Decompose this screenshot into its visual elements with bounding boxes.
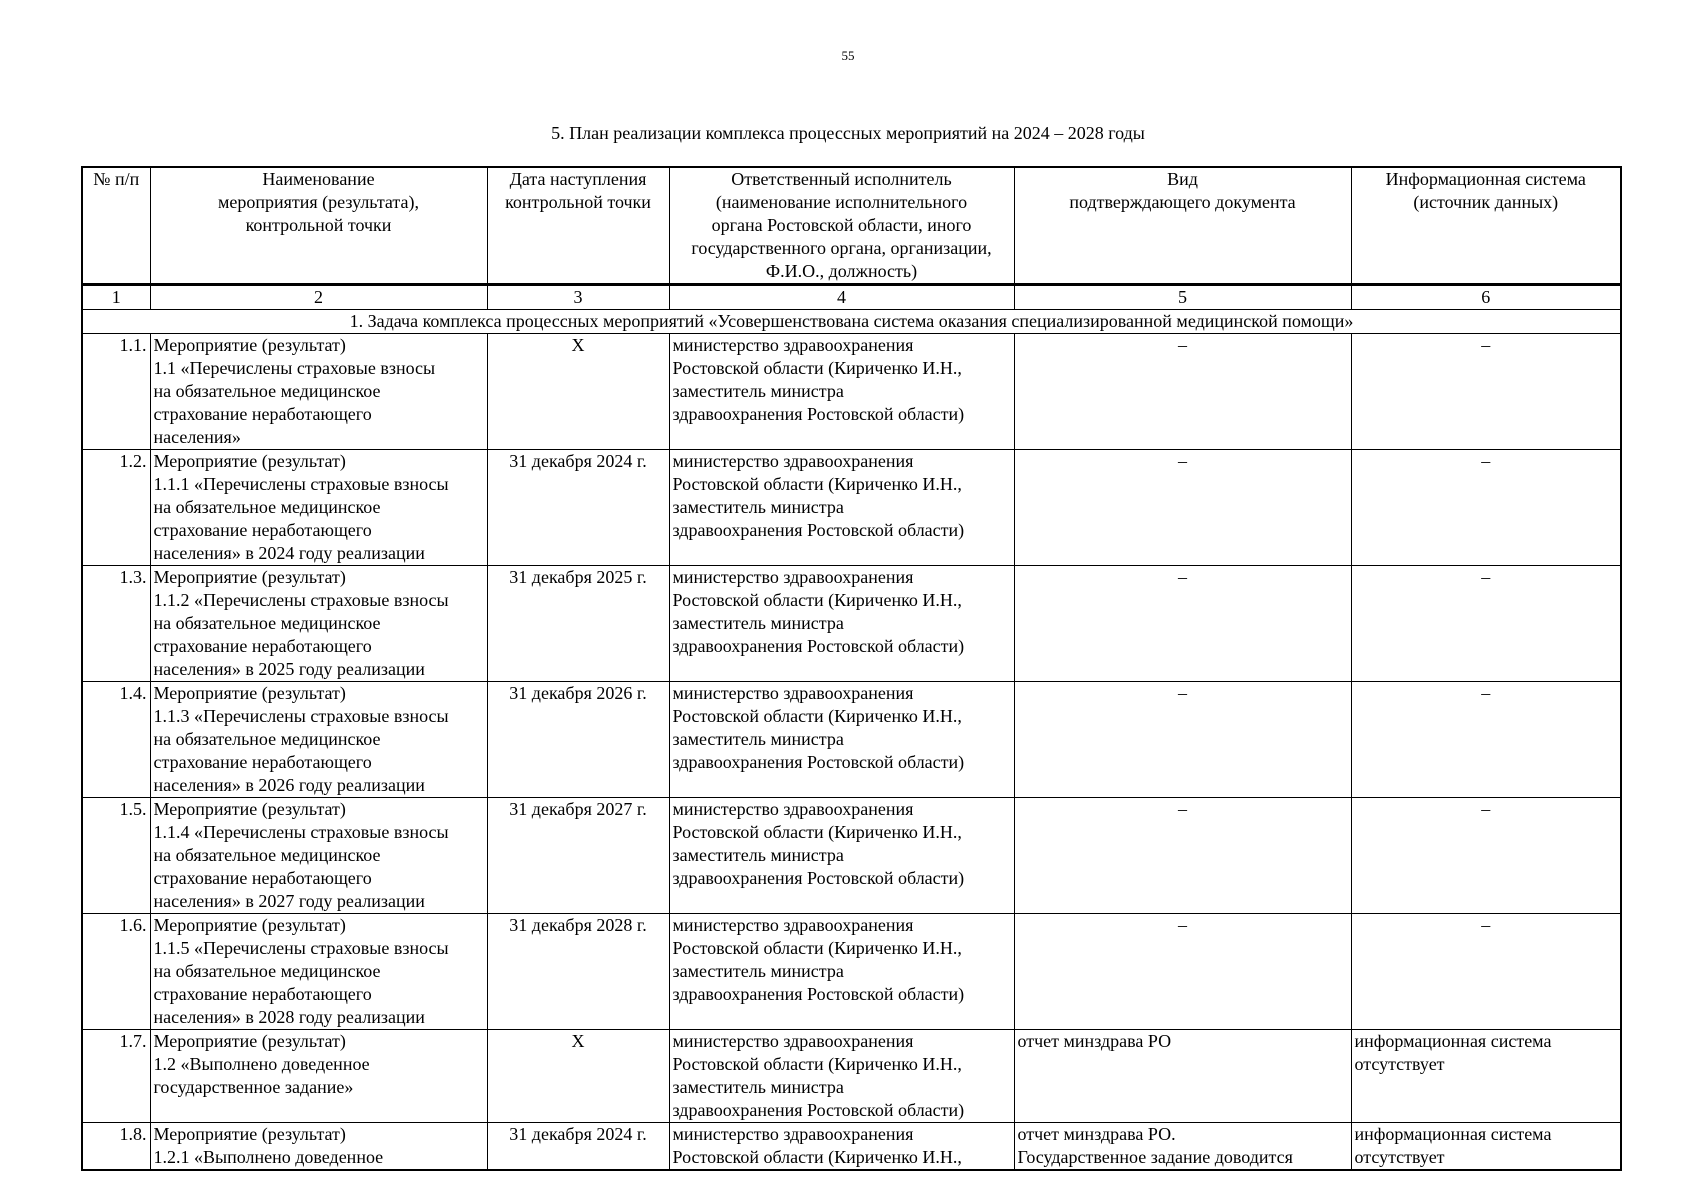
table-row <box>82 566 1621 682</box>
row-date: 31 декабря 2025 г. <box>487 566 669 682</box>
row-name: Мероприятие (результат) 1.1.4 «Перечислены страховые взносы на обязательное медицинское страхование неработающего населения» в 2027 году реализации <box>150 798 487 914</box>
row-responsible: министерство здравоохранения Ростовской области (Кириченко И.Н., заместитель министра здравоохранения Ростовской области) <box>669 566 1014 682</box>
page-number: 55 <box>841 48 855 63</box>
header-responsible: Ответственный исполнитель (наименование исполнительного органа Ростовской области, иного государственного органа, организации, Ф.И.О., должность) <box>669 167 1014 285</box>
table-row <box>82 1123 1621 1171</box>
table-header-row <box>82 167 1621 285</box>
row-system: – <box>1351 798 1621 914</box>
row-name: Мероприятие (результат) 1.1.3 «Перечислены страховые взносы на обязательное медицинское страхование неработающего населения» в 2026 году реализации <box>150 682 487 798</box>
row-date: 31 декабря 2027 г. <box>487 798 669 914</box>
table-row <box>82 1030 1621 1123</box>
column-number: 1 <box>82 285 150 310</box>
column-numbers-row <box>82 285 1621 310</box>
row-responsible: министерство здравоохранения Ростовской области (Кириченко И.Н., заместитель министра здравоохранения Ростовской области) <box>669 450 1014 566</box>
row-document: – <box>1014 682 1351 798</box>
row-name: Мероприятие (результат) 1.1 «Перечислены страховые взносы на обязательное медицинское страхование неработающего населения» <box>150 334 487 450</box>
row-date: Х <box>487 334 669 450</box>
row-responsible: министерство здравоохранения Ростовской области (Кириченко И.Н., заместитель министра здравоохранения Ростовской области) <box>669 682 1014 798</box>
header-name: Наименование мероприятия (результата), контрольной точки <box>150 167 487 285</box>
row-responsible: министерство здравоохранения Ростовской области (Кириченко И.Н., заместитель министра здравоохранения Ростовской области) <box>669 1030 1014 1123</box>
section-title: 5. План реализации комплекса процессных мероприятий на 2024 – 2028 годы <box>551 123 1145 143</box>
table-row <box>82 682 1621 798</box>
row-date: 31 декабря 2024 г. <box>487 450 669 566</box>
column-number: 2 <box>150 285 487 310</box>
row-responsible: министерство здравоохранения Ростовской области (Кириченко И.Н., заместитель министра здравоохранения Ростовской области) <box>669 334 1014 450</box>
table-row <box>82 798 1621 914</box>
row-responsible: министерство здравоохранения Ростовской области (Кириченко И.Н., <box>669 1123 1014 1171</box>
row-document: отчет минздрава РО <box>1014 1030 1351 1123</box>
row-system: – <box>1351 334 1621 450</box>
row-system: информационная система отсутствует <box>1351 1030 1621 1123</box>
row-document: – <box>1014 914 1351 1030</box>
task-title: 1. Задача комплекса процессных мероприятий «Усовершенствована система оказания специализированной медицинской помощи» <box>82 310 1621 334</box>
row-document: – <box>1014 334 1351 450</box>
column-number: 6 <box>1351 285 1621 310</box>
row-system: – <box>1351 914 1621 1030</box>
header-document: Вид подтверждающего документа <box>1014 167 1351 285</box>
row-date: 31 декабря 2026 г. <box>487 682 669 798</box>
row-number: 1.7. <box>82 1030 150 1123</box>
row-date: Х <box>487 1030 669 1123</box>
row-number: 1.2. <box>82 450 150 566</box>
row-name: Мероприятие (результат) 1.1.5 «Перечислены страховые взносы на обязательное медицинское страхование неработающего населения» в 2028 году реализации <box>150 914 487 1030</box>
row-number: 1.1. <box>82 334 150 450</box>
table-row <box>82 334 1621 450</box>
row-name: Мероприятие (результат) 1.1.2 «Перечислены страховые взносы на обязательное медицинское страхование неработающего населения» в 2025 году реализации <box>150 566 487 682</box>
header-number: № п/п <box>82 167 150 285</box>
row-system: – <box>1351 450 1621 566</box>
table-row <box>82 450 1621 566</box>
header-system: Информационная система (источник данных) <box>1351 167 1621 285</box>
row-number: 1.5. <box>82 798 150 914</box>
header-date: Дата наступления контрольной точки <box>487 167 669 285</box>
row-document: – <box>1014 798 1351 914</box>
row-number: 1.8. <box>82 1123 150 1171</box>
row-document: – <box>1014 450 1351 566</box>
row-document: отчет минздрава РО. Государственное задание доводится <box>1014 1123 1351 1171</box>
column-number: 3 <box>487 285 669 310</box>
row-system: – <box>1351 566 1621 682</box>
row-responsible: министерство здравоохранения Ростовской области (Кириченко И.Н., заместитель министра здравоохранения Ростовской области) <box>669 914 1014 1030</box>
row-date: 31 декабря 2024 г. <box>487 1123 669 1171</box>
row-system: информационная система отсутствует <box>1351 1123 1621 1171</box>
plan-table <box>81 166 1622 1171</box>
column-number: 4 <box>669 285 1014 310</box>
row-number: 1.4. <box>82 682 150 798</box>
row-system: – <box>1351 682 1621 798</box>
task-row <box>82 310 1621 334</box>
row-number: 1.3. <box>82 566 150 682</box>
table-row <box>82 914 1621 1030</box>
row-number: 1.6. <box>82 914 150 1030</box>
row-name: Мероприятие (результат) 1.2 «Выполнено доведенное государственное задание» <box>150 1030 487 1123</box>
row-name: Мероприятие (результат) 1.1.1 «Перечислены страховые взносы на обязательное медицинское страхование неработающего населения» в 2024 году реализации <box>150 450 487 566</box>
row-name: Мероприятие (результат) 1.2.1 «Выполнено доведенное <box>150 1123 487 1171</box>
column-number: 5 <box>1014 285 1351 310</box>
row-document: – <box>1014 566 1351 682</box>
row-responsible: министерство здравоохранения Ростовской области (Кириченко И.Н., заместитель министра здравоохранения Ростовской области) <box>669 798 1014 914</box>
row-date: 31 декабря 2028 г. <box>487 914 669 1030</box>
